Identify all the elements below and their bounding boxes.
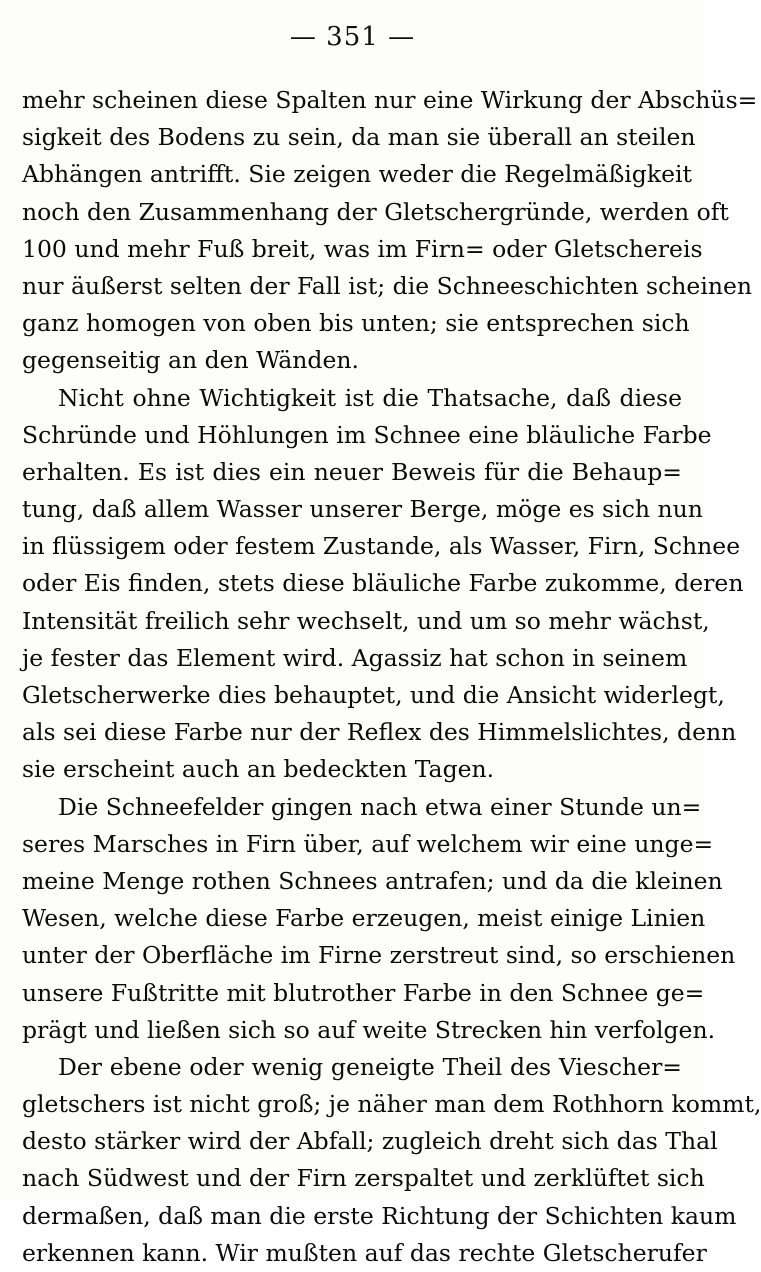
text-line: Abhängen antrifft. Sie zeigen weder die Regelmäßigkeit — [22, 160, 692, 189]
text-line: mehr scheinen diese Spalten nur eine Wirkung der Abschüs= — [22, 86, 758, 114]
text-line: 100 und mehr Fuß breit, was im Firn= oder Gletschereis — [22, 234, 703, 263]
text-line: Die Schneefelder gingen nach etwa einer Stunde un= — [58, 792, 702, 821]
text-line: unter der Oberfläche im Firne zerstreut sind, so erschienen — [22, 941, 736, 970]
text-line: nach Südwest und der Firn zerspaltet und zerklüftet sich — [22, 1164, 705, 1193]
text-line: desto stärker wird der Abfall; zugleich dreht sich das Thal — [22, 1127, 718, 1156]
text-line: gegenseitig an den Wänden. — [22, 346, 359, 375]
text-line: Intensität freilich sehr wechselt, und um so mehr wächst, — [22, 606, 710, 635]
text-line: prägt und ließen sich so auf weite Strecken hin verfolgen. — [22, 1015, 716, 1044]
page-number: — 351 — — [289, 22, 416, 52]
text-line: noch den Zusammenhang der Gletschergründe, werden oft — [22, 197, 729, 226]
text-line: seres Marsches in Firn über, auf welchem wir eine unge= — [22, 829, 714, 858]
body-text — [22, 82, 761, 1272]
text-line: Der ebene oder wenig geneigte Theil des Viescher= — [58, 1052, 682, 1081]
text-line: gletschers ist nicht groß; je näher man dem Rothhorn kommt, — [22, 1090, 761, 1119]
text-line: Schründe und Höhlungen im Schnee eine bläuliche Farbe — [22, 420, 712, 449]
text-line: tung, daß allem Wasser unserer Berge, möge es sich nun — [22, 495, 703, 524]
text-line: erhalten. Es ist dies ein neuer Beweis für die Behaup= — [22, 457, 682, 486]
text-line: ganz homogen von oben bis unten; sie entsprechen sich — [22, 309, 690, 338]
text-line: Wesen, welche diese Farbe erzeugen, meist einige Linien — [22, 904, 706, 933]
text-line: sie erscheint auch an bedeckten Tagen. — [22, 755, 495, 784]
text-line: als sei diese Farbe nur der Reflex des Himmelslichtes, denn — [22, 718, 737, 747]
text-line: Gletscherwerke dies behauptet, und die Ansicht widerlegt, — [22, 681, 725, 709]
text-line: erkennen kann. Wir mußten auf das rechte Gletscherufer — [22, 1238, 707, 1267]
text-line: dermaßen, daß man die erste Richtung der Schichten kaum — [22, 1201, 737, 1230]
text-line: in flüssigem oder festem Zustande, als Wasser, Firn, Schnee — [22, 532, 741, 561]
text-line: nur äußerst selten der Fall ist; die Schneeschichten scheinen — [22, 271, 753, 300]
text-line: je fester das Element wird. Agassiz hat schon in seinem — [22, 643, 688, 672]
text-line: unsere Fußtritte mit blutrother Farbe in den Schnee ge= — [22, 978, 705, 1007]
text-line: oder Eis finden, stets diese bläuliche Farbe zukomme, deren — [22, 569, 744, 598]
text-line: sigkeit des Bodens zu sein, da man sie überall an steilen — [22, 123, 696, 152]
text-line: meine Menge rothen Schnees antrafen; und da die kleinen — [22, 866, 723, 895]
text-line: Nicht ohne Wichtigkeit ist die Thatsache, daß diese — [58, 383, 682, 412]
